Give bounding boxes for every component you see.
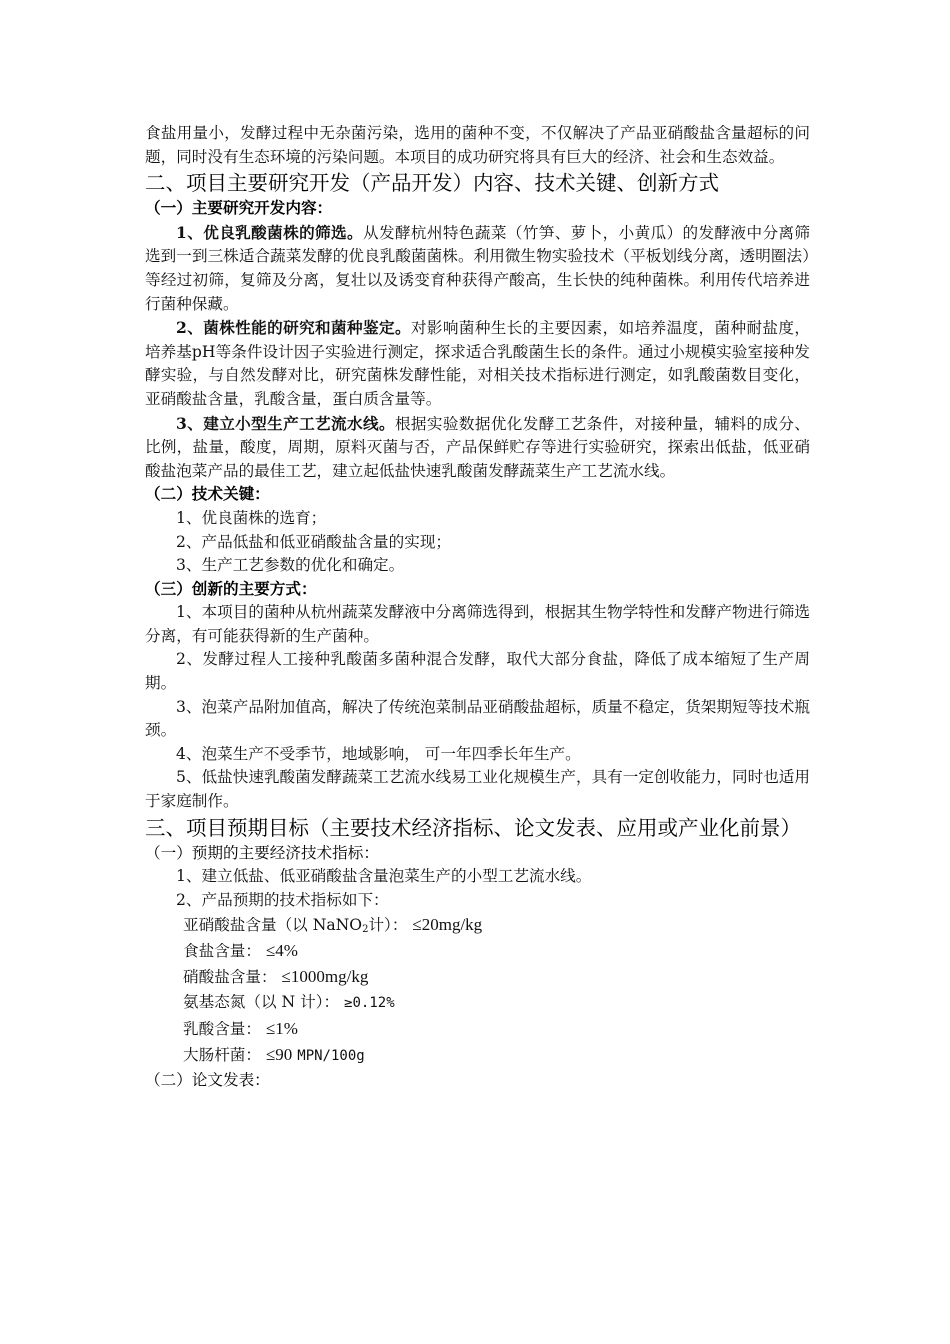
research-item-3-lead: 3、建立小型生产工艺流水线。	[176, 413, 395, 433]
innovation-item-4: 4、泡菜生产不受季节，地域影响， 可一年四季长年生产。	[176, 744, 581, 763]
intro-paragraph: 食盐用量小，发酵过程中无杂菌污染，选用的菌种不变，不仅解决了产品亚硝酸盐含量超标的问题，同时没有生态环境的污染问题。本项目的成功研究将具有巨大的经济、社会和生态效益。	[145, 124, 810, 166]
document-page	[145, 122, 810, 1093]
spec-coliform-value: ≤90	[265, 1045, 293, 1065]
spec-amino-nitrogen	[145, 990, 810, 1016]
spec-coliform	[145, 1042, 810, 1069]
spec-lactic-value: ≤1%	[265, 1019, 298, 1039]
spec-salt-value: ≤4%	[265, 941, 298, 961]
research-item-1-text: 从发酵杭州特色蔬菜（竹笋、萝卜，小黄瓜）的发酵液中分离筛选到一到三株适合蔬菜发酵的优良乳酸菌菌株。利用微生物实验技术（平板划线分离，透明圈法）等经过初筛，复筛及分离，复壮以及诱变育种获得产酸高，生长快的纯种菌株。利用传代培养进行菌种保藏。	[145, 223, 810, 313]
research-item-3	[145, 412, 810, 484]
spec-nitrite	[145, 912, 810, 938]
spec-nitrite-label: 亚硝酸盐含量（以 NaNO	[183, 916, 363, 935]
research-item-3-text: 根据实验数据优化发酵工艺条件，对接种量，辅料的成分、比例，盐量，酸度，周期，原料灭菌与否，产品保鲜贮存等进行实验研究，探索出低盐，低亚硝酸盐泡菜产品的最佳工艺，建立起低盐快速乳酸菌发酵蔬菜生产工艺流水线。	[145, 414, 810, 480]
innovation-item-1: 1、本项目的菌种从杭州蔬菜发酵液中分离筛选得到，根据其生物学特性和发酵产物进行筛选分离，有可能获得新的生产菌种。	[145, 603, 810, 645]
innovation-item-5: 5、低盐快速乳酸菌发酵蔬菜工艺流水线易工业化规模生产，具有一定创收能力，同时也适用于家庭制作。	[145, 768, 810, 811]
spec-nitrite-label-end: 计）：	[368, 916, 408, 935]
spec-nitrate-value: ≤1000mg/kg	[281, 967, 369, 987]
innovation-item-2: 2、发酵过程人工接种乳酸菌多菌种混合发酵，取代大部分食盐，降低了成本缩短了生产周期。	[145, 650, 810, 693]
spec-coliform-label: 大肠杆菌：	[183, 1046, 261, 1065]
spec-salt	[145, 938, 810, 964]
spec-salt-label: 食盐含量：	[183, 942, 261, 961]
spec-nitrite-value: ≤20mg/kg	[412, 915, 483, 935]
target-item-1: 1、建立低盐、低亚硝酸盐含量泡菜生产的小型工艺流水线。	[176, 867, 592, 886]
section-2-heading: 二、项目主要研究开发（产品开发）内容、技术关键、创新方式	[145, 171, 719, 196]
section-3-sub1-heading: （一）预期的主要经济技术指标：	[145, 843, 379, 862]
spec-coliform-unit: MPN/100g	[297, 1048, 365, 1065]
section-2-sub3-heading: （三）创新的主要方式：	[145, 579, 317, 598]
section-3-sub2-heading: （二）论文发表：	[145, 1071, 270, 1090]
spec-lactic-acid	[145, 1016, 810, 1042]
research-item-2-text: 对影响菌种生长的主要因素，如培养温度，菌种耐盐度，培养基pH等条件设计因子实验进行测定，探求适合乳酸菌生长的条件。通过小规模实验室接种发酵实验，与自然发酵对比，研究菌株发酵性能，对相关技术指标进行测定，如乳酸菌数目变化，亚硝酸盐含量，乳酸含量，蛋白质含量等。	[145, 319, 810, 408]
spec-nitrate-label: 硝酸盐含量：	[183, 968, 277, 987]
section-3-heading: 三、项目预期目标（主要技术经济指标、论文发表、应用或产业化前景）	[145, 815, 801, 840]
key-tech-item-1: 1、优良菌株的选育；	[176, 508, 327, 527]
research-item-1	[145, 221, 810, 316]
research-item-1-lead: 1、优良乳酸菌株的筛选。	[176, 222, 363, 242]
section-2-sub2-heading: （二）技术关键：	[145, 485, 270, 504]
spec-lactic-label: 乳酸含量：	[183, 1020, 261, 1039]
section-2-sub1-heading: （一）主要研究开发内容：	[145, 199, 333, 218]
innovation-item-3: 3、泡菜产品附加值高，解决了传统泡菜制品亚硝酸盐超标，质量不稳定，货架期短等技术瓶颈。	[145, 697, 810, 740]
research-item-2	[145, 316, 810, 411]
spec-nitrate	[145, 964, 810, 990]
key-tech-item-3: 3、生产工艺参数的优化和确定。	[176, 556, 405, 575]
key-tech-item-2: 2、产品低盐和低亚硝酸盐含量的实现；	[176, 532, 452, 551]
spec-amino-label: 氨基态氮（以 N 计）：	[183, 993, 340, 1012]
research-item-2-lead: 2、菌株性能的研究和菌种鉴定。	[176, 318, 411, 338]
spec-amino-value: ≥0.12%	[344, 995, 395, 1012]
target-item-2: 2、产品预期的技术指标如下：	[176, 890, 389, 909]
spec-nitrite-subscript: 2	[362, 924, 369, 936]
